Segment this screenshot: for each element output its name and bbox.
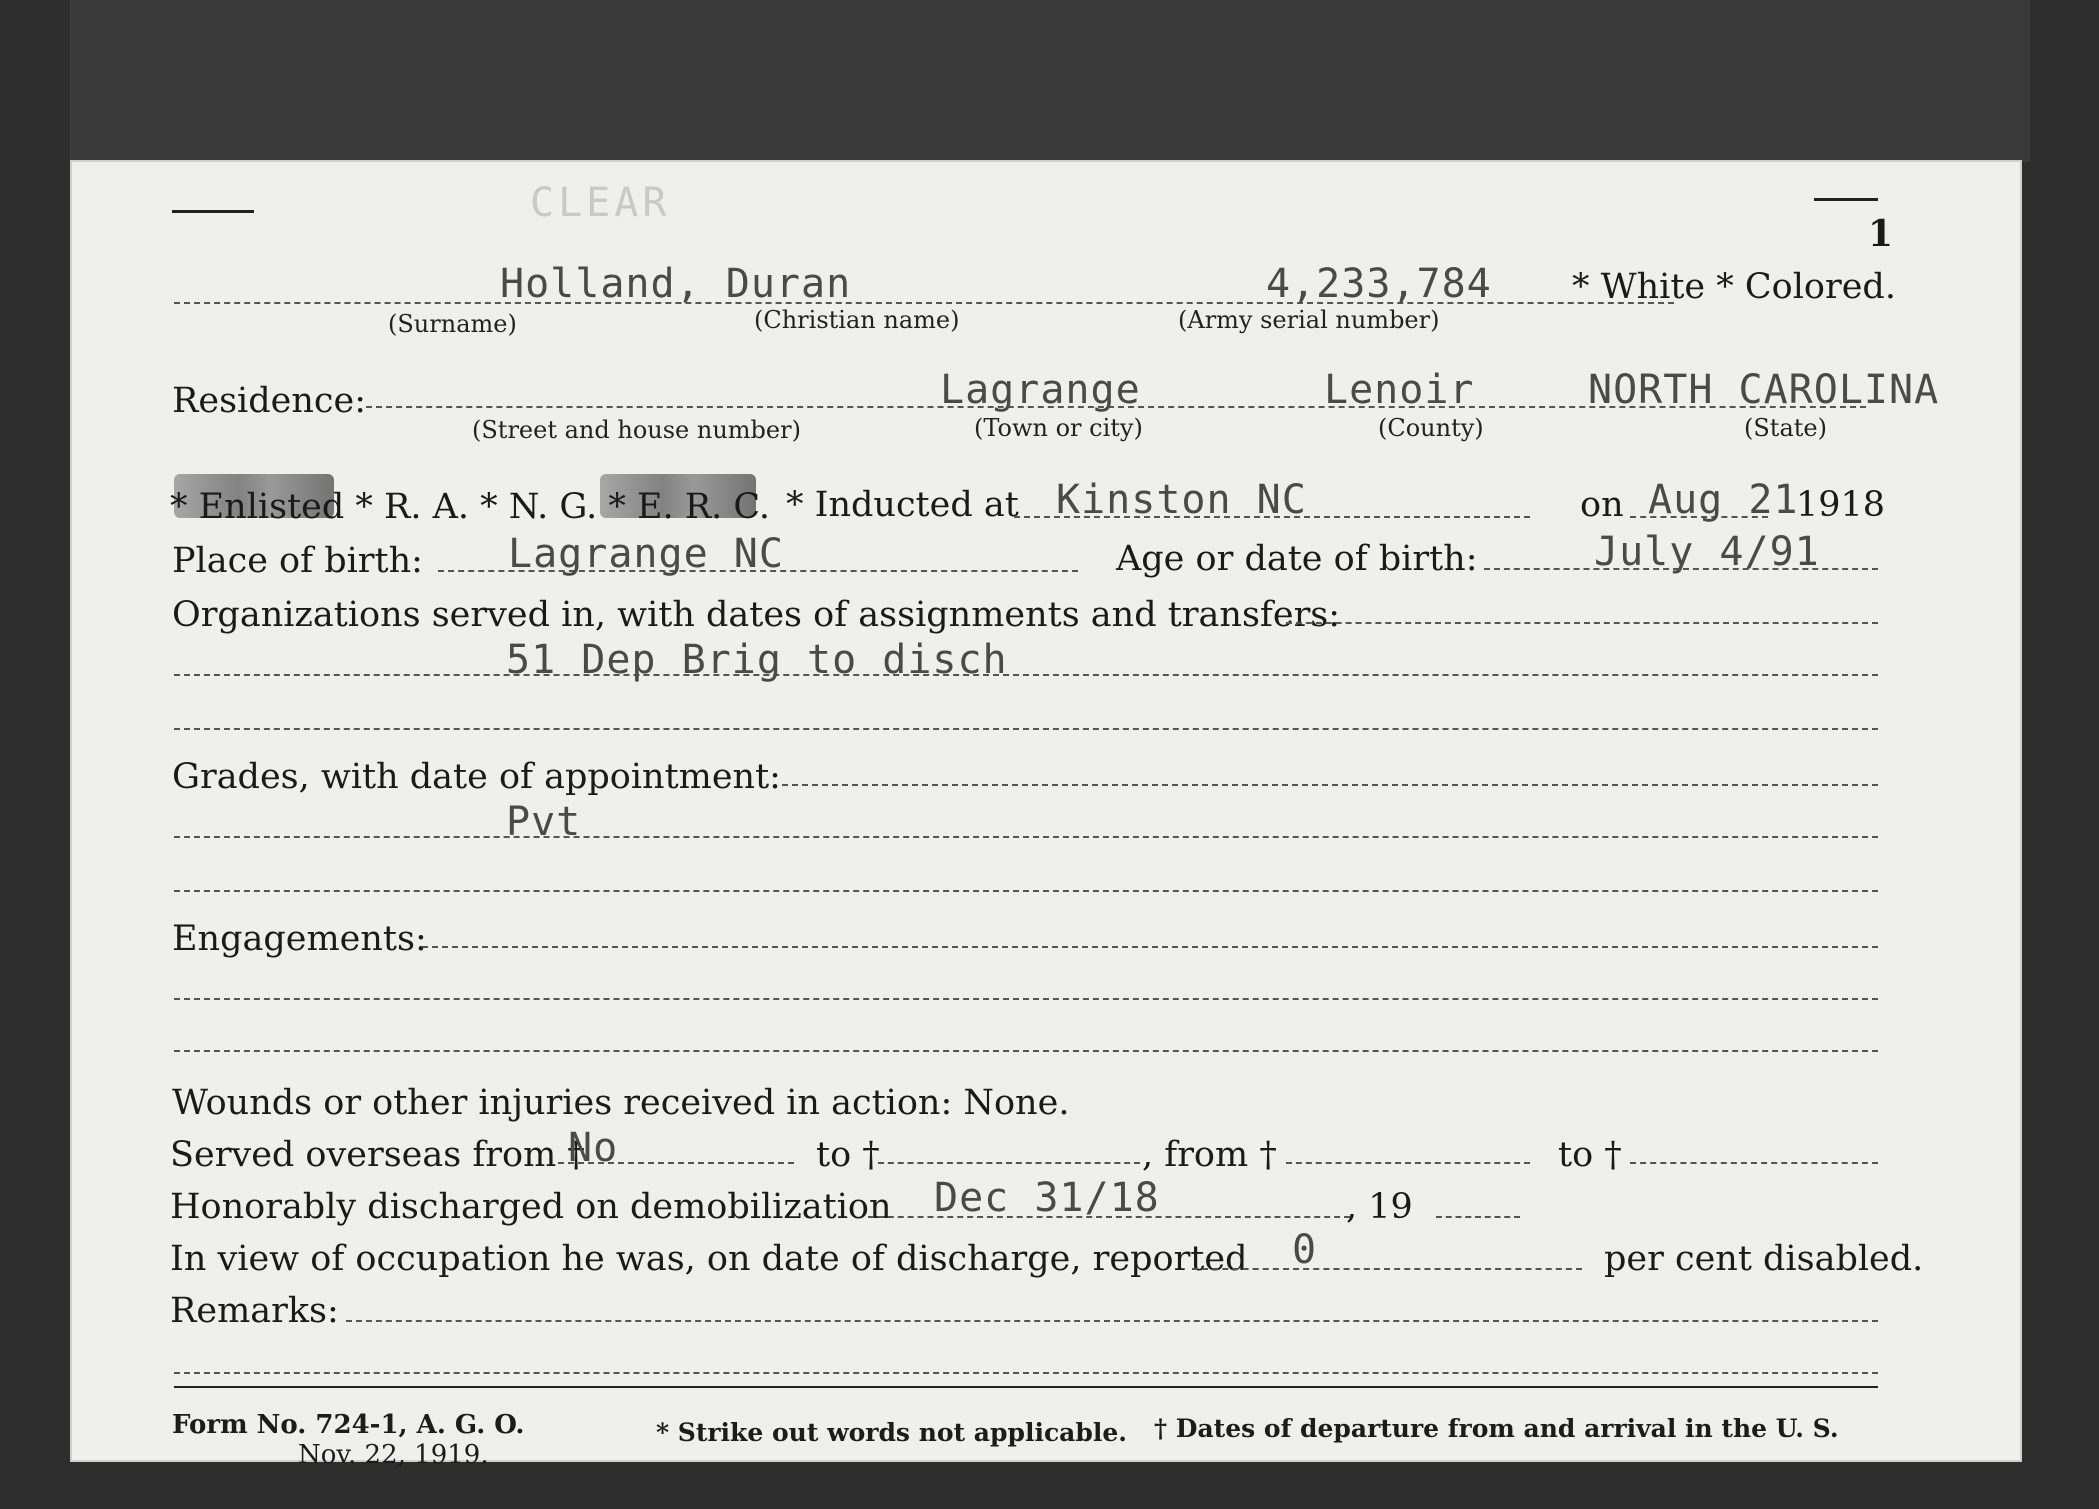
serial-caption: (Army serial number) xyxy=(1178,306,1440,334)
street-caption: (Street and house number) xyxy=(472,416,801,444)
residence-state: NORTH CAROLINA xyxy=(1588,367,1940,413)
faded-header-stamp: CLEAR xyxy=(530,180,671,226)
inducted-at-value: Kinston NC xyxy=(1056,477,1307,523)
disability-value: 0 xyxy=(1292,1227,1318,1273)
footer-rule xyxy=(174,1386,1878,1388)
organizations-label: Organizations served in, with dates of assignments and transfers: xyxy=(172,595,1341,635)
residence-label: Residence: xyxy=(172,381,366,421)
overseas-from-line-2 xyxy=(1286,1162,1530,1164)
overseas-from-label-2: , from † xyxy=(1142,1135,1277,1175)
engagements-label: Engagements: xyxy=(172,919,427,959)
grades-line-3 xyxy=(174,890,1878,892)
overseas-to-label: to † xyxy=(816,1135,880,1175)
surname-caption: (Surname) xyxy=(388,310,517,338)
grades-line-2 xyxy=(174,836,1878,838)
serial-value: 4,233,784 xyxy=(1266,261,1492,307)
card-number: 1 xyxy=(1868,213,1894,255)
footnote-strike-out: * Strike out words not applicable. xyxy=(656,1418,1127,1447)
discharge-date-value: Dec 31/18 xyxy=(934,1175,1160,1221)
organizations-line-2 xyxy=(174,674,1878,676)
top-left-rule xyxy=(172,210,254,213)
inducted-label: * Inducted at xyxy=(786,485,1019,525)
organizations-value: 51 Dep Brig to disch xyxy=(506,637,1008,683)
town-caption: (Town or city) xyxy=(974,414,1143,442)
service-record-card xyxy=(70,160,2022,1470)
age-label: Age or date of birth: xyxy=(1116,539,1478,579)
grades-value: Pvt xyxy=(506,799,582,845)
name-value: Holland, Duran xyxy=(500,261,852,307)
top-right-rule xyxy=(1814,198,1878,201)
wounds-label: Wounds or other injuries received in action: None. xyxy=(172,1083,1070,1123)
form-date: Nov. 22, 1919. xyxy=(298,1440,489,1470)
remarks-label: Remarks: xyxy=(170,1291,339,1331)
state-caption: (State) xyxy=(1744,414,1827,442)
disability-label: In view of occupation he was, on date of discharge, reported xyxy=(170,1239,1248,1279)
scan-background xyxy=(70,0,2030,162)
place-of-birth-value: Lagrange NC xyxy=(508,531,784,577)
discharge-year-prefix: , 19 xyxy=(1346,1187,1413,1227)
overseas-from-value: No xyxy=(568,1125,619,1171)
residence-county: Lenoir xyxy=(1324,367,1475,413)
engagements-line-3 xyxy=(174,1050,1878,1052)
inducted-date-value: Aug 21 xyxy=(1648,477,1799,523)
organizations-line-1 xyxy=(1286,622,1878,624)
engagements-line-2 xyxy=(174,998,1878,1000)
organizations-line-3 xyxy=(174,728,1878,730)
disability-line xyxy=(1192,1268,1582,1270)
discharge-label: Honorably discharged on demobilization xyxy=(170,1187,892,1227)
enlistment-options: * Enlisted * R. A. * N. G. * E. R. C. xyxy=(170,487,771,527)
christian-name-caption: (Christian name) xyxy=(754,306,960,334)
race-options: * White * Colored. xyxy=(1572,267,1896,307)
county-caption: (County) xyxy=(1378,414,1484,442)
residence-town: Lagrange xyxy=(940,367,1141,413)
overseas-from-label: Served overseas from † xyxy=(170,1135,585,1175)
remarks-line-1 xyxy=(346,1320,1878,1322)
date-of-birth-value: July 4/91 xyxy=(1594,529,1820,575)
grades-line-1 xyxy=(782,784,1878,786)
on-label: on xyxy=(1580,485,1624,525)
engagements-line-1 xyxy=(422,946,1878,948)
remarks-line-2 xyxy=(174,1372,1878,1374)
grades-label: Grades, with date of appointment: xyxy=(172,757,781,797)
place-of-birth-label: Place of birth: xyxy=(172,541,423,581)
overseas-to-line-2 xyxy=(1630,1162,1878,1164)
inducted-year: 1918 xyxy=(1796,485,1886,525)
overseas-to-label-2: to † xyxy=(1558,1135,1622,1175)
footnote-dates: † Dates of departure from and arrival in the U. S. xyxy=(1154,1414,1839,1443)
disability-suffix: per cent disabled. xyxy=(1604,1239,1924,1279)
discharge-year-line xyxy=(1436,1216,1520,1218)
overseas-to-line xyxy=(878,1162,1140,1164)
form-number: Form No. 724-1, A. G. O. xyxy=(172,1410,525,1440)
